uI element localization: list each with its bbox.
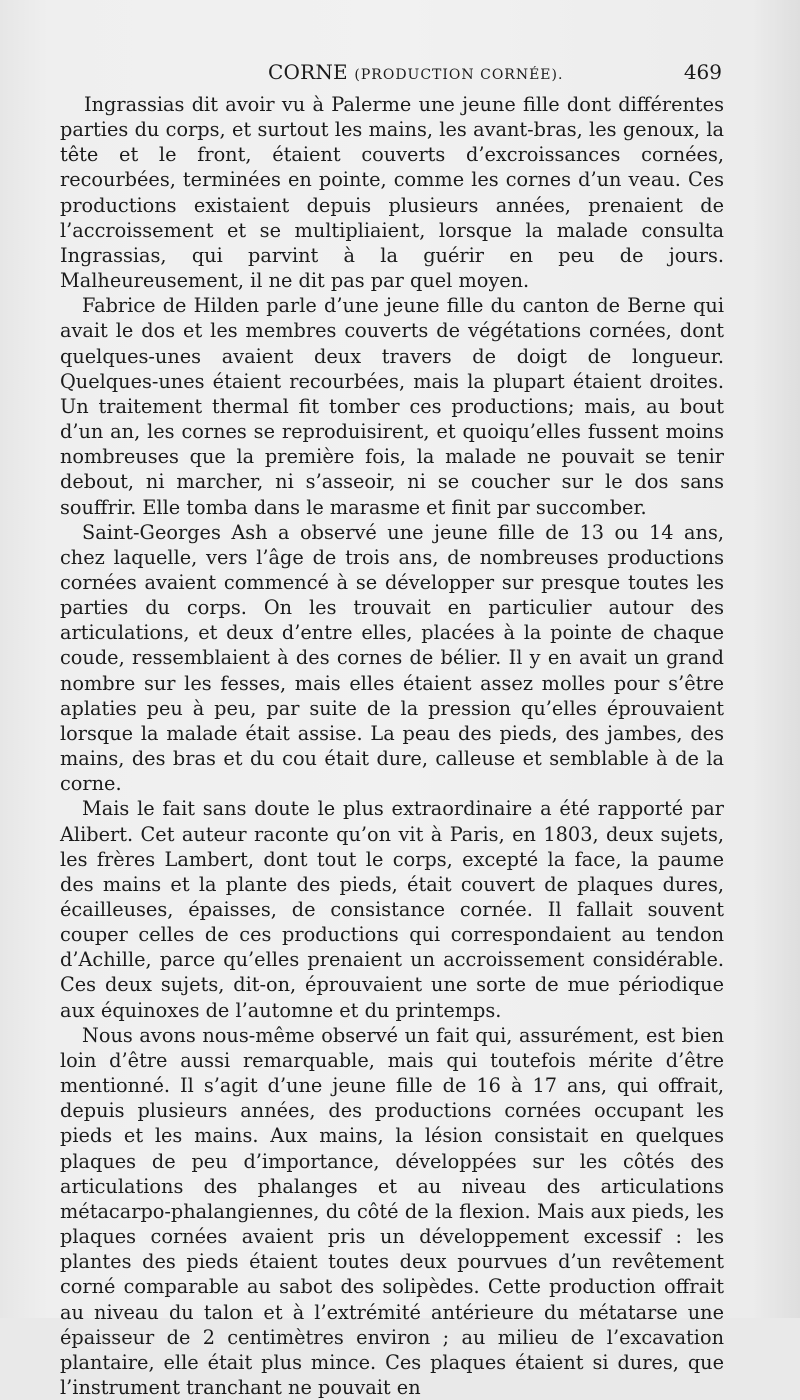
paragraph-ingrassias: Ingrassias dit avoir vu à Palerme une jeune fille dont différentes parties du corps, et surtout les mains, les avant-bras, les genoux, la tête et le front, étaient couverts d’excroissances cornées, recourbées, terminées en pointe, comme les cornes d’un veau. Ces productions existaient depuis plusieurs années, prenaient de l’accroissement et se multipliaient, lorsque la malade consulta Ingrassias, qui parvint à la guérir en peu de jours. Malheureusement, il ne dit pas par quel moyen. — [60, 93, 724, 293]
page-header — [58, 58, 722, 88]
paragraph-own-observation: Nous avons nous-même observé un fait qui, assurément, est bien loin d’être aussi remarquable, mais qui toutefois mérite d’être mentionné. Il s’agit d’une jeune fille de 16 à 17 ans, qui offrait, depuis plusieurs années, des productions cornées occupant les pieds et les mains. Aux mains, la lésion consistait en quelques plaques de peu d’importance, développées sur les côtés des articulations des phalanges et au niveau des articulations métacarpo-phalangiennes, du côté de la flexion. Mais aux pieds, les plaques cornées avaient pris un développement excessif : les plantes des pieds étaient toutes deux pourvues d’un revêtement corné comparable au sabot des solipèdes. Cette production offrait au niveau du talon et à l’extrémité antérieure du métatarse une épaisseur de 2 centimètres environ ; au milieu de l’excavation plantaire, elle était plus mince. Ces plaques étaient si dures, que l’instrument tranchant ne pouvait en — [60, 1023, 724, 1399]
paragraph-fabrice-de-hilden: Fabrice de Hilden parle d’une jeune fille du canton de Berne qui avait le dos et les membres couverts de végétations cornées, dont quelques-unes avaient deux travers de doigt de longueur. Quelques-unes étaient recourbées, mais la plupart étaient droites. Un traitement thermal fit tomber ces productions; mais, au bout d’un an, les cornes se reproduisirent, et quoiqu’elles fussent moins nombreuses que la première fois, la malade ne pouvait se tenir debout, ni marcher, ni s’asseoir, ni se coucher sur le dos sans souffrir. Elle tomba dans le marasme et finit par succomber. — [60, 294, 724, 519]
running-title — [268, 60, 563, 84]
running-title-sub: (PRODUCTION CORNÉE). — [354, 67, 564, 83]
page-number: 469 — [683, 60, 722, 84]
running-title-main: CORNE — [268, 60, 348, 84]
paragraph-saint-georges-ash: Saint-Georges Ash a observé une jeune fille de 13 ou 14 ans, chez laquelle, vers l’âge de trois ans, de nombreuses productions cornées avaient commencé à se développer sur presque toutes les parties du corps. On les trouvait en particulier autour des articulations, et deux d’entre elles, placées à la pointe de chaque coude, ressemblaient à des cornes de bélier. Il y en avait un grand nombre sur les fesses, mais elles étaient assez molles pour s’être aplaties peu à peu, par suite de la pression qu’elles éprouvaient lorsque la malade était assise. La peau des pieds, des jambes, des mains, des bras et du cou était dure, calleuse et semblable à de la corne. — [60, 520, 724, 796]
paragraph-alibert: Mais le fait sans doute le plus extraordinaire a été rapporté par Alibert. Cet auteur raconte qu’on vit à Paris, en 1803, deux sujets, les frères Lambert, dont tout le corps, excepté la face, la paume des mains et la plante des pieds, était couvert de plaques dures, écailleuses, épaisses, de consistance cornée. Il fallait souvent couper celles de ces productions qui correspondaient au tendon d’Achille, parce qu’elles prenaient un accroissement considérable. Ces deux sujets, dit-on, éprouvaient une sorte de mue périodique aux équinoxes de l’automne et du printemps. — [60, 797, 724, 1022]
body-text — [60, 92, 724, 1400]
